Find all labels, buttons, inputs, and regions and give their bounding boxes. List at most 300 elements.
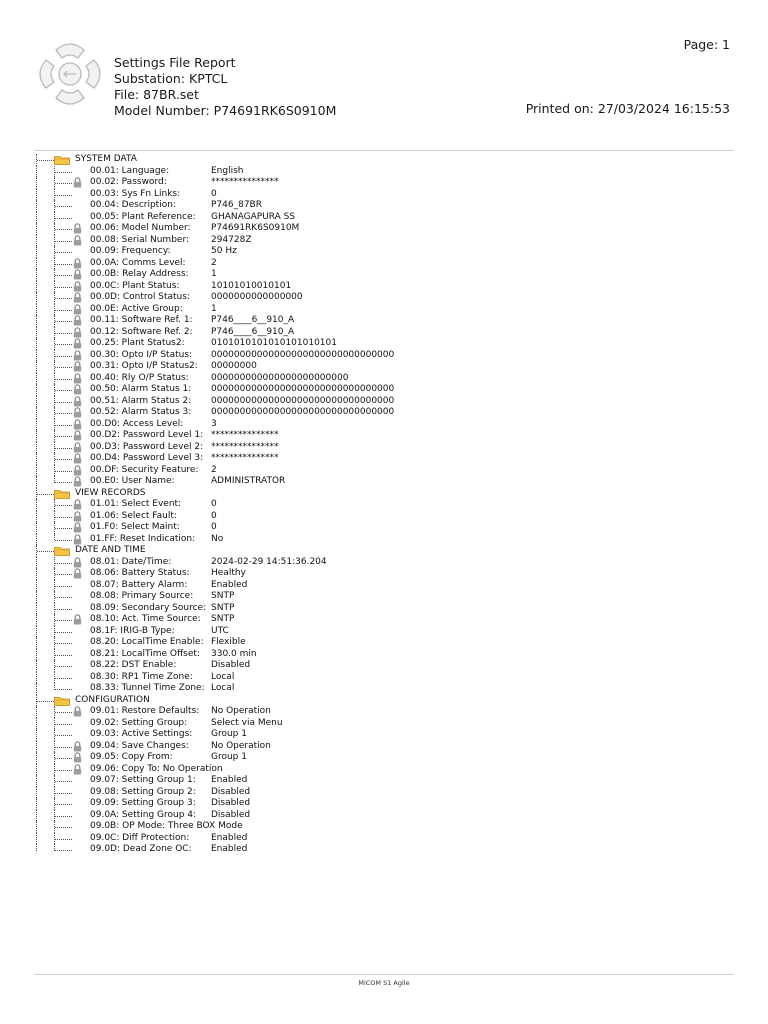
setting-label: 00.0B: Relay Address: <box>90 269 189 279</box>
tree-branch-line <box>55 471 72 472</box>
tree-guide-line <box>36 223 37 235</box>
tree-branch-line <box>55 505 72 506</box>
lock-icon <box>73 499 82 510</box>
tree-branch-line <box>55 827 72 828</box>
tree-guide-line <box>36 453 37 465</box>
tree-guide-line <box>36 396 37 408</box>
tree-guide-line <box>36 465 37 477</box>
setting-row[interactable] <box>34 649 734 661</box>
setting-value: 0000000000000000 <box>211 292 303 302</box>
setting-row[interactable] <box>34 787 734 799</box>
setting-value: Disabled <box>211 660 251 670</box>
setting-row[interactable] <box>34 338 734 350</box>
setting-label: 00.0E: Active Group: <box>90 303 183 314</box>
folder-icon <box>54 489 70 499</box>
lock-icon <box>73 476 82 487</box>
tree-section[interactable] <box>34 545 734 557</box>
tree-section-label: DATE AND TIME <box>75 545 146 555</box>
setting-value: 2 <box>211 257 217 268</box>
setting-value: Flexible <box>211 637 246 647</box>
setting-label: 09.0C: Diff Protection: <box>90 832 190 843</box>
lock-icon <box>73 568 82 579</box>
setting-label: 00.40: Rly O/P Status: <box>90 372 189 383</box>
footer-divider <box>34 974 734 975</box>
lock-icon <box>73 752 82 763</box>
setting-row[interactable] <box>34 430 734 442</box>
setting-row[interactable] <box>34 660 734 672</box>
setting-label: 09.0D: Dead Zone OC: <box>90 844 192 854</box>
lock-icon <box>73 304 82 315</box>
setting-row[interactable] <box>34 269 734 281</box>
setting-value: ADMINISTRATOR <box>211 476 286 486</box>
tree-section-label: SYSTEM DATA <box>75 154 137 164</box>
lock-icon <box>73 281 82 292</box>
tree-branch-line <box>55 321 72 322</box>
tree-branch-line <box>37 494 54 495</box>
setting-row[interactable] <box>34 373 734 385</box>
setting-row[interactable] <box>34 591 734 603</box>
setting-value: 50 Hz <box>211 246 237 256</box>
setting-row[interactable] <box>34 223 734 235</box>
tree-guide-line <box>36 798 37 810</box>
tree-branch-line <box>55 666 72 667</box>
setting-row[interactable] <box>34 453 734 465</box>
tree-section-label: VIEW RECORDS <box>75 487 146 498</box>
lock-icon <box>73 557 82 568</box>
tree-branch-line <box>55 586 72 587</box>
tree-branch-line <box>55 390 72 391</box>
printed-on: Printed on: 27/03/2024 16:15:53 <box>525 101 730 116</box>
setting-label: 00.09: Frequency: <box>90 246 171 256</box>
tree-guide-line <box>36 614 37 626</box>
setting-value: *************** <box>211 453 279 463</box>
lock-icon <box>73 327 82 338</box>
setting-value: Group 1 <box>211 729 247 739</box>
tree-guide-line <box>36 384 37 396</box>
tree-guide-line <box>36 741 37 753</box>
tree-branch-line <box>55 310 72 311</box>
tree-guide-line <box>36 672 37 684</box>
tree-guide-line <box>36 649 37 661</box>
setting-label: 00.04: Description: <box>90 200 176 210</box>
setting-row[interactable] <box>34 557 734 569</box>
tree-branch-line <box>55 298 72 299</box>
setting-value: 10101010010101 <box>211 280 292 291</box>
page-number: Page: 1 <box>683 37 730 52</box>
setting-label: 01.06: Select Fault: <box>90 510 177 521</box>
setting-label: 00.D0: Access Level: <box>90 418 184 429</box>
setting-label: 00.08: Serial Number: <box>90 234 190 245</box>
lock-icon <box>73 223 82 234</box>
setting-row[interactable] <box>34 281 734 293</box>
setting-row[interactable] <box>34 522 734 534</box>
setting-label: 00.02: Password: <box>90 177 167 187</box>
setting-row[interactable] <box>34 534 734 546</box>
setting-label: 08.06: Battery Status: <box>90 568 190 578</box>
setting-row[interactable] <box>34 637 734 649</box>
folder-icon <box>54 696 70 706</box>
setting-label: 08.09: Secondary Source: <box>90 602 207 613</box>
setting-value: English <box>211 165 244 176</box>
tree-branch-line <box>55 218 72 219</box>
tree-guide-line <box>36 557 37 569</box>
lock-icon <box>73 419 82 430</box>
lock-icon <box>73 315 82 326</box>
setting-value: 0101010101010101010101 <box>211 338 337 348</box>
tree-guide-line <box>36 304 37 316</box>
tree-branch-line <box>55 758 72 759</box>
tree-guide-line <box>36 246 37 258</box>
tree-branch-line <box>55 333 72 334</box>
setting-label: 09.03: Active Settings: <box>90 729 193 739</box>
tree-guide-line <box>36 281 37 293</box>
tree-branch-line <box>55 252 72 253</box>
setting-value: 330.0 min <box>211 648 257 659</box>
tree-section[interactable] <box>34 488 734 500</box>
setting-row[interactable] <box>34 350 734 362</box>
setting-label: 00.11: Software Ref. 1: <box>90 315 193 325</box>
setting-value: 1 <box>211 269 217 279</box>
setting-label: 00.0A: Comms Level: <box>90 257 186 268</box>
tree-guide-line <box>36 212 37 224</box>
setting-row[interactable] <box>34 212 734 224</box>
setting-row[interactable] <box>34 246 734 258</box>
tree-guide-line <box>36 718 37 730</box>
setting-row[interactable] <box>34 258 734 270</box>
setting-value: 2 <box>211 464 217 475</box>
setting-value: 00000000000000000000000000000000 <box>211 407 395 417</box>
tree-branch-line <box>55 712 72 713</box>
tree-guide-line <box>36 729 37 741</box>
micom-keypad-logo <box>34 38 106 110</box>
tree-guide-line <box>36 292 37 304</box>
lock-icon <box>73 522 82 533</box>
tree-guide-line <box>36 430 37 442</box>
setting-row[interactable] <box>34 189 734 201</box>
setting-row[interactable] <box>34 304 734 316</box>
setting-row[interactable] <box>34 396 734 408</box>
setting-value: No <box>211 533 224 544</box>
setting-value: Local <box>211 671 235 682</box>
setting-row[interactable] <box>34 844 734 856</box>
tree-guide-line <box>36 476 37 488</box>
setting-label: 01.FF: Reset Indication: <box>90 533 196 544</box>
tree-branch-line <box>55 195 72 196</box>
setting-row[interactable] <box>34 200 734 212</box>
setting-label: 00.01: Language: <box>90 165 170 176</box>
tree-branch-line <box>37 160 54 161</box>
lock-icon <box>73 453 82 464</box>
tree-guide-line <box>36 522 37 534</box>
tree-guide-line <box>36 580 37 592</box>
setting-label: 09.08: Setting Group 2: <box>90 786 196 797</box>
setting-row[interactable] <box>34 821 734 833</box>
setting-value: 3 <box>211 418 217 429</box>
setting-value: 00000000000000000000000000000000 <box>211 349 395 360</box>
lock-icon <box>73 764 82 775</box>
lock-icon <box>73 350 82 361</box>
tree-branch-line <box>55 264 72 265</box>
tree-branch-line <box>55 206 72 207</box>
setting-value: Enabled <box>211 579 248 590</box>
setting-row[interactable] <box>34 614 734 626</box>
tree-branch-line <box>55 747 72 748</box>
tree-branch-line <box>55 643 72 644</box>
footer-text: MiCOM S1 Agile <box>358 979 410 987</box>
setting-label: 09.07: Setting Group 1: <box>90 775 196 785</box>
report-title: Settings File Report <box>114 55 236 70</box>
lock-icon <box>73 442 82 453</box>
tree-guide-line <box>36 235 37 247</box>
setting-value: SNTP <box>211 614 235 624</box>
tree-branch-line <box>55 678 72 679</box>
lock-icon <box>73 384 82 395</box>
tree-branch-line <box>55 402 72 403</box>
tree-branch-line <box>55 689 72 690</box>
setting-row[interactable] <box>34 419 734 431</box>
tree-branch-line <box>55 563 72 564</box>
tree-guide-line <box>36 177 37 189</box>
setting-label: 08.01: Date/Time: <box>90 556 172 567</box>
tree-branch-line <box>37 551 54 552</box>
setting-row[interactable] <box>34 764 734 776</box>
tree-guide-line <box>36 706 37 718</box>
model-number-line: Model Number: P74691RK6S0910M <box>114 103 337 118</box>
tree-guide-line <box>36 442 37 454</box>
setting-value: *************** <box>211 441 279 452</box>
tree-section[interactable] <box>34 154 734 166</box>
tree-guide-line <box>36 189 37 201</box>
setting-label: 08.20: LocalTime Enable: <box>90 637 204 647</box>
setting-row[interactable] <box>34 798 734 810</box>
lock-icon <box>73 292 82 303</box>
setting-row[interactable] <box>34 384 734 396</box>
folder-icon <box>54 546 70 556</box>
setting-row[interactable] <box>34 476 734 488</box>
tree-branch-line <box>55 241 72 242</box>
tree-branch-line <box>55 804 72 805</box>
setting-label: 00.E0: User Name: <box>90 476 175 486</box>
tree-branch-line <box>55 528 72 529</box>
lock-icon <box>73 258 82 269</box>
setting-value: 0 <box>211 499 217 509</box>
lock-icon <box>73 511 82 522</box>
setting-value: 1 <box>211 303 217 314</box>
tree-guide-line <box>36 315 37 327</box>
setting-label: 00.D2: Password Level 1: <box>90 430 204 440</box>
setting-label: 00.52: Alarm Status 3: <box>90 407 192 417</box>
tree-branch-line <box>55 735 72 736</box>
setting-row[interactable] <box>34 752 734 764</box>
setting-row[interactable] <box>34 442 734 454</box>
tree-branch-line <box>55 632 72 633</box>
tree-guide-line <box>36 361 37 373</box>
tree-branch-line <box>55 517 72 518</box>
setting-label: 09.06: Copy To: No Operation <box>90 763 223 774</box>
tree-guide-line <box>36 637 37 649</box>
tree-branch-line <box>55 287 72 288</box>
tree-branch-line <box>55 609 72 610</box>
tree-guide-line <box>36 683 37 695</box>
setting-row[interactable] <box>34 315 734 327</box>
setting-value: Select via Menu <box>211 717 283 728</box>
setting-label: 00.25: Plant Status2: <box>90 338 185 348</box>
setting-row[interactable] <box>34 580 734 592</box>
setting-value: 0 <box>211 188 217 199</box>
setting-label: 00.05: Plant Reference: <box>90 211 196 222</box>
setting-row[interactable] <box>34 718 734 730</box>
setting-value: UTC <box>211 625 229 636</box>
tree-branch-line <box>55 655 72 656</box>
tree-guide-line <box>36 511 37 523</box>
setting-row[interactable] <box>34 166 734 178</box>
setting-label: 09.0A: Setting Group 4: <box>90 809 197 820</box>
setting-label: 00.51: Alarm Status 2: <box>90 395 192 406</box>
setting-row[interactable] <box>34 603 734 615</box>
tree-guide-line <box>36 338 37 350</box>
setting-value: Healthy <box>211 568 246 578</box>
tree-section-label: CONFIGURATION <box>75 694 150 705</box>
lock-icon <box>73 373 82 384</box>
tree-branch-line <box>55 793 72 794</box>
tree-guide-line <box>36 844 37 851</box>
setting-row[interactable] <box>34 292 734 304</box>
tree-branch-line <box>55 413 72 414</box>
setting-row[interactable] <box>34 327 734 339</box>
tree-branch-line <box>55 356 72 357</box>
setting-label: 09.02: Setting Group: <box>90 717 188 728</box>
setting-label: 08.30: RP1 Time Zone: <box>90 671 193 682</box>
tree-section[interactable] <box>34 695 734 707</box>
setting-row[interactable] <box>34 706 734 718</box>
setting-label: 00.D4: Password Level 3: <box>90 453 204 463</box>
setting-value: Group 1 <box>211 752 247 762</box>
tree-branch-line <box>55 781 72 782</box>
setting-label: 08.21: LocalTime Offset: <box>90 648 200 659</box>
setting-label: 00.D3: Password Level 2: <box>90 441 204 452</box>
tree-branch-line <box>55 183 72 184</box>
lock-icon <box>73 235 82 246</box>
lock-icon <box>73 269 82 280</box>
setting-row[interactable] <box>34 672 734 684</box>
tree-guide-line <box>36 626 37 638</box>
setting-row[interactable] <box>34 810 734 822</box>
setting-value: 000000000000000000000000 <box>211 372 349 383</box>
setting-label: 08.07: Battery Alarm: <box>90 579 188 590</box>
tree-guide-line <box>36 166 37 178</box>
setting-label: 09.01: Restore Defaults: <box>90 706 200 716</box>
setting-label: 00.0D: Control Status: <box>90 292 190 302</box>
tree-branch-line <box>55 850 72 851</box>
setting-label: 09.09: Setting Group 3: <box>90 798 196 808</box>
setting-row[interactable] <box>34 568 734 580</box>
setting-row[interactable] <box>34 235 734 247</box>
tree-branch-line <box>55 275 72 276</box>
setting-row[interactable] <box>34 465 734 477</box>
lock-icon <box>73 407 82 418</box>
setting-label: 00.30: Opto I/P Status: <box>90 349 193 360</box>
tree-guide-line <box>36 327 37 339</box>
setting-value: No Operation <box>211 706 271 716</box>
tree-branch-line <box>55 816 72 817</box>
setting-value: Disabled <box>211 798 251 808</box>
tree-branch-line <box>55 344 72 345</box>
setting-value: 00000000000000000000000000000000 <box>211 384 395 394</box>
setting-label: 08.33: Tunnel Time Zone: <box>90 683 205 693</box>
tree-guide-line <box>36 200 37 212</box>
setting-row[interactable] <box>34 741 734 753</box>
tree-branch-line <box>55 597 72 598</box>
tree-guide-line <box>36 258 37 270</box>
tree-branch-line <box>37 701 54 702</box>
setting-value: 00000000000000000000000000000000 <box>211 395 395 406</box>
lock-icon <box>73 177 82 188</box>
lock-icon <box>73 706 82 717</box>
setting-row[interactable] <box>34 683 734 695</box>
setting-label: 08.1F: IRIG-B Type: <box>90 625 175 636</box>
setting-label: 00.12: Software Ref. 2: <box>90 326 193 337</box>
tree-branch-line <box>55 574 72 575</box>
setting-label: 00.DF: Security Feature: <box>90 464 199 475</box>
tree-guide-line <box>36 499 37 511</box>
tree-guide-line <box>36 775 37 787</box>
setting-value: 294728Z <box>211 234 252 245</box>
setting-value: Enabled <box>211 844 248 854</box>
tree-branch-line <box>55 425 72 426</box>
setting-label: 00.0C: Plant Status: <box>90 280 180 291</box>
setting-label: 01.F0: Select Maint: <box>90 522 180 532</box>
setting-row[interactable] <box>34 626 734 638</box>
setting-row[interactable] <box>34 833 734 845</box>
setting-value: 0 <box>211 510 217 521</box>
setting-row[interactable] <box>34 499 734 511</box>
setting-value: P746____6__910_A <box>211 315 295 325</box>
setting-value: Enabled <box>211 775 248 785</box>
setting-value: SNTP <box>211 591 235 601</box>
tree-guide-line <box>36 407 37 419</box>
setting-value: Local <box>211 683 235 693</box>
tree-guide-line <box>36 660 37 672</box>
setting-label: 00.50: Alarm Status 1: <box>90 384 192 394</box>
tree-branch-line <box>55 459 72 460</box>
setting-label: 00.31: Opto I/P Status2: <box>90 361 198 371</box>
setting-value: GHANAGAPURA SS <box>211 211 296 222</box>
tree-guide-line <box>36 752 37 764</box>
setting-row[interactable] <box>34 729 734 741</box>
setting-label: 09.04: Save Changes: <box>90 740 189 751</box>
setting-row[interactable] <box>34 361 734 373</box>
setting-label: 09.0B: OP Mode: Three BOX Mode <box>90 821 243 831</box>
setting-value: 2024-02-29 14:51:36.204 <box>211 556 327 567</box>
setting-value: 0 <box>211 522 217 532</box>
setting-row[interactable] <box>34 775 734 787</box>
setting-label: 08.08: Primary Source: <box>90 591 194 601</box>
setting-row[interactable] <box>34 407 734 419</box>
tree-guide-line <box>36 534 37 546</box>
settings-tree <box>34 154 734 856</box>
file-line: File: 87BR.set <box>114 87 199 102</box>
tree-guide-line <box>36 764 37 776</box>
tree-branch-line <box>55 724 72 725</box>
tree-guide-line <box>36 419 37 431</box>
setting-row[interactable] <box>34 511 734 523</box>
tree-branch-line <box>55 367 72 368</box>
tree-guide-line <box>36 568 37 580</box>
tree-branch-line <box>55 229 72 230</box>
setting-row[interactable] <box>34 177 734 189</box>
setting-value: P746____6__910_A <box>211 326 295 337</box>
tree-branch-line <box>55 448 72 449</box>
